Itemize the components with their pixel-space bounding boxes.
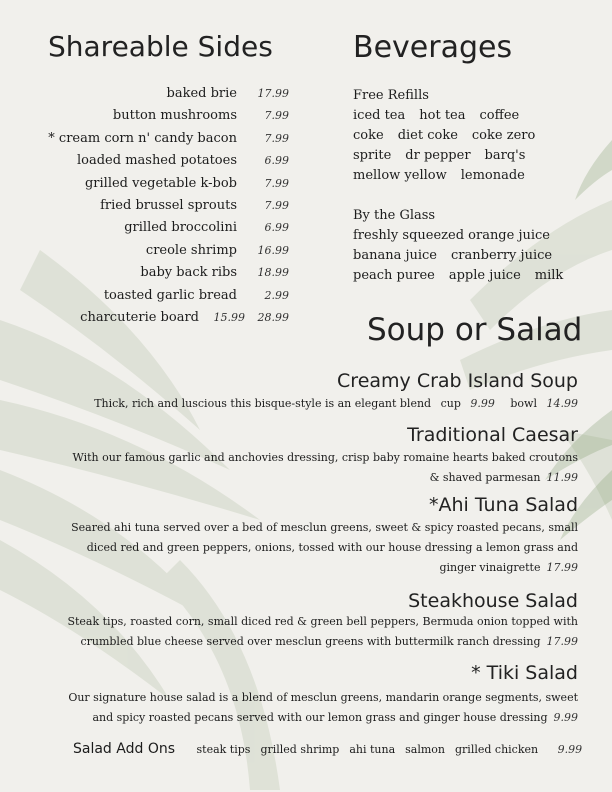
side-item-name: toasted garlic bread — [103, 287, 237, 303]
tiki-description: Our signature house salad is a blend of mesclun greens, mandarin orange segments, sweet and spicy roasted pecans served with our lemon grass and ginger house dressing 9.99 — [68, 691, 578, 724]
refill-item: coffee — [479, 108, 520, 123]
glass-section — [353, 206, 577, 286]
soup-salad-title: Soup or Salad — [367, 312, 583, 348]
soup-name: Creamy Crab Island Soup — [337, 370, 578, 392]
side-item-name: creole shrimp — [145, 242, 237, 258]
beverages-title: Beverages — [353, 30, 513, 65]
refill-item: coke zero — [471, 128, 536, 143]
glass-row — [353, 226, 577, 246]
side-item — [40, 220, 295, 242]
side-item — [40, 131, 295, 153]
side-item-name: loaded mashed potatoes — [76, 153, 237, 169]
side-item-price-small: 15.99 — [213, 310, 245, 324]
addon-item: steak tips — [196, 743, 251, 756]
side-item-name: * cream corn n' candy bacon — [48, 130, 237, 146]
glass-item: apple juice — [448, 268, 521, 283]
addons-price: 9.99 — [557, 743, 583, 756]
side-item-price: 17.99 — [257, 87, 289, 100]
side-item — [40, 198, 295, 220]
caesar-name: Traditional Caesar — [407, 424, 578, 446]
side-item-price: 7.99 — [264, 176, 289, 190]
ahi-tuna-name: *Ahi Tuna Salad — [428, 494, 578, 516]
tiki-price: 9.99 — [553, 711, 578, 724]
side-item — [40, 243, 295, 265]
refill-item: sprite — [353, 148, 392, 163]
side-item — [40, 310, 295, 332]
refill-item: lemonade — [460, 168, 525, 183]
side-item-price: 7.99 — [264, 131, 289, 145]
side-item-price: 7.99 — [264, 198, 289, 212]
side-item-price: 2.99 — [264, 288, 289, 302]
refill-item: iced tea — [353, 108, 406, 123]
caesar-price: 11.99 — [546, 471, 578, 484]
addons-title: Salad Add Ons — [73, 741, 176, 757]
addon-item: ahi tuna — [349, 743, 396, 756]
side-item-name: baby back ribs — [140, 265, 237, 281]
glass-row — [353, 266, 577, 286]
refill-row — [353, 146, 549, 166]
soup-description: Thick, rich and luscious this bisque-style is an elegant blend cup 9.99 bowl 14.99 — [94, 397, 578, 410]
side-item — [40, 176, 295, 198]
side-item-price: 16.99 — [257, 243, 289, 257]
sides-title: Shareable Sides — [48, 30, 273, 63]
ahi-tuna-description: Seared ahi tuna served over a bed of mesclun greens, sweet & spicy roasted pecans, small diced red and green peppers, onions, tossed with our house dressing a lemon grass and ginger vinaigrette 17.99 — [71, 521, 578, 574]
refill-row — [353, 166, 549, 186]
tiki-name: * Tiki Salad — [471, 662, 578, 684]
addon-item: salmon — [405, 743, 445, 756]
addon-item: grilled chicken — [455, 743, 539, 756]
side-item-price: 7.99 — [264, 109, 289, 123]
side-item-name: grilled vegetable k-bob — [84, 175, 237, 191]
steakhouse-price: 17.99 — [546, 635, 578, 648]
side-item — [40, 153, 295, 175]
glass-item: banana juice — [353, 248, 437, 263]
side-item-name: fried brussel sprouts — [100, 197, 237, 213]
side-item — [40, 265, 295, 287]
glass-item: milk — [534, 268, 564, 283]
soup-bowl-price: 14.99 — [546, 397, 578, 410]
addon-item: grilled shrimp — [260, 743, 340, 756]
salad-addons — [73, 741, 582, 757]
caesar-description: With our famous garlic and anchovies dressing, crisp baby romaine hearts baked croutons & shaved parmesan 11.99 — [72, 451, 578, 484]
refill-item: hot tea — [419, 108, 466, 123]
glass-item: cranberry juice — [451, 248, 553, 263]
refill-item: dr pepper — [405, 148, 471, 163]
side-item-price: 6.99 — [264, 221, 289, 235]
side-item-name: button mushrooms — [112, 108, 237, 124]
side-item-name: baked brie — [166, 86, 237, 101]
refill-row — [353, 106, 549, 126]
glass-row — [353, 246, 577, 266]
soup-cup-price: 9.99 — [470, 397, 495, 410]
refills-label: Free Refills — [353, 88, 429, 103]
side-item — [40, 288, 295, 310]
side-item-price: 18.99 — [257, 266, 289, 280]
glass-item: peach puree — [353, 268, 435, 283]
refill-item: diet coke — [397, 128, 458, 143]
steakhouse-description: Steak tips, roasted corn, small diced red & green bell peppers, Bermuda onion topped with crumbled blue cheese served over mesclun greens with buttermilk ranch dressing 17.99 — [67, 615, 578, 648]
side-item — [40, 86, 295, 108]
side-item-name: grilled broccolini — [124, 220, 237, 236]
refill-item: mellow yellow — [353, 168, 447, 183]
glass-label: By the Glass — [353, 208, 436, 223]
sides-list — [40, 86, 295, 332]
side-item-price: 28.99 — [257, 310, 289, 324]
side-item-name: charcuterie board — [80, 309, 199, 325]
refill-item: coke — [353, 128, 384, 143]
glass-item: freshly squeezed orange juice — [353, 228, 550, 243]
ahi-tuna-price: 17.99 — [546, 561, 578, 574]
side-item — [40, 108, 295, 130]
side-item-price: 6.99 — [264, 154, 289, 168]
refill-item: barq's — [484, 148, 526, 163]
refill-row — [353, 126, 549, 146]
steakhouse-name: Steakhouse Salad — [408, 590, 578, 612]
refills-section — [353, 86, 549, 186]
